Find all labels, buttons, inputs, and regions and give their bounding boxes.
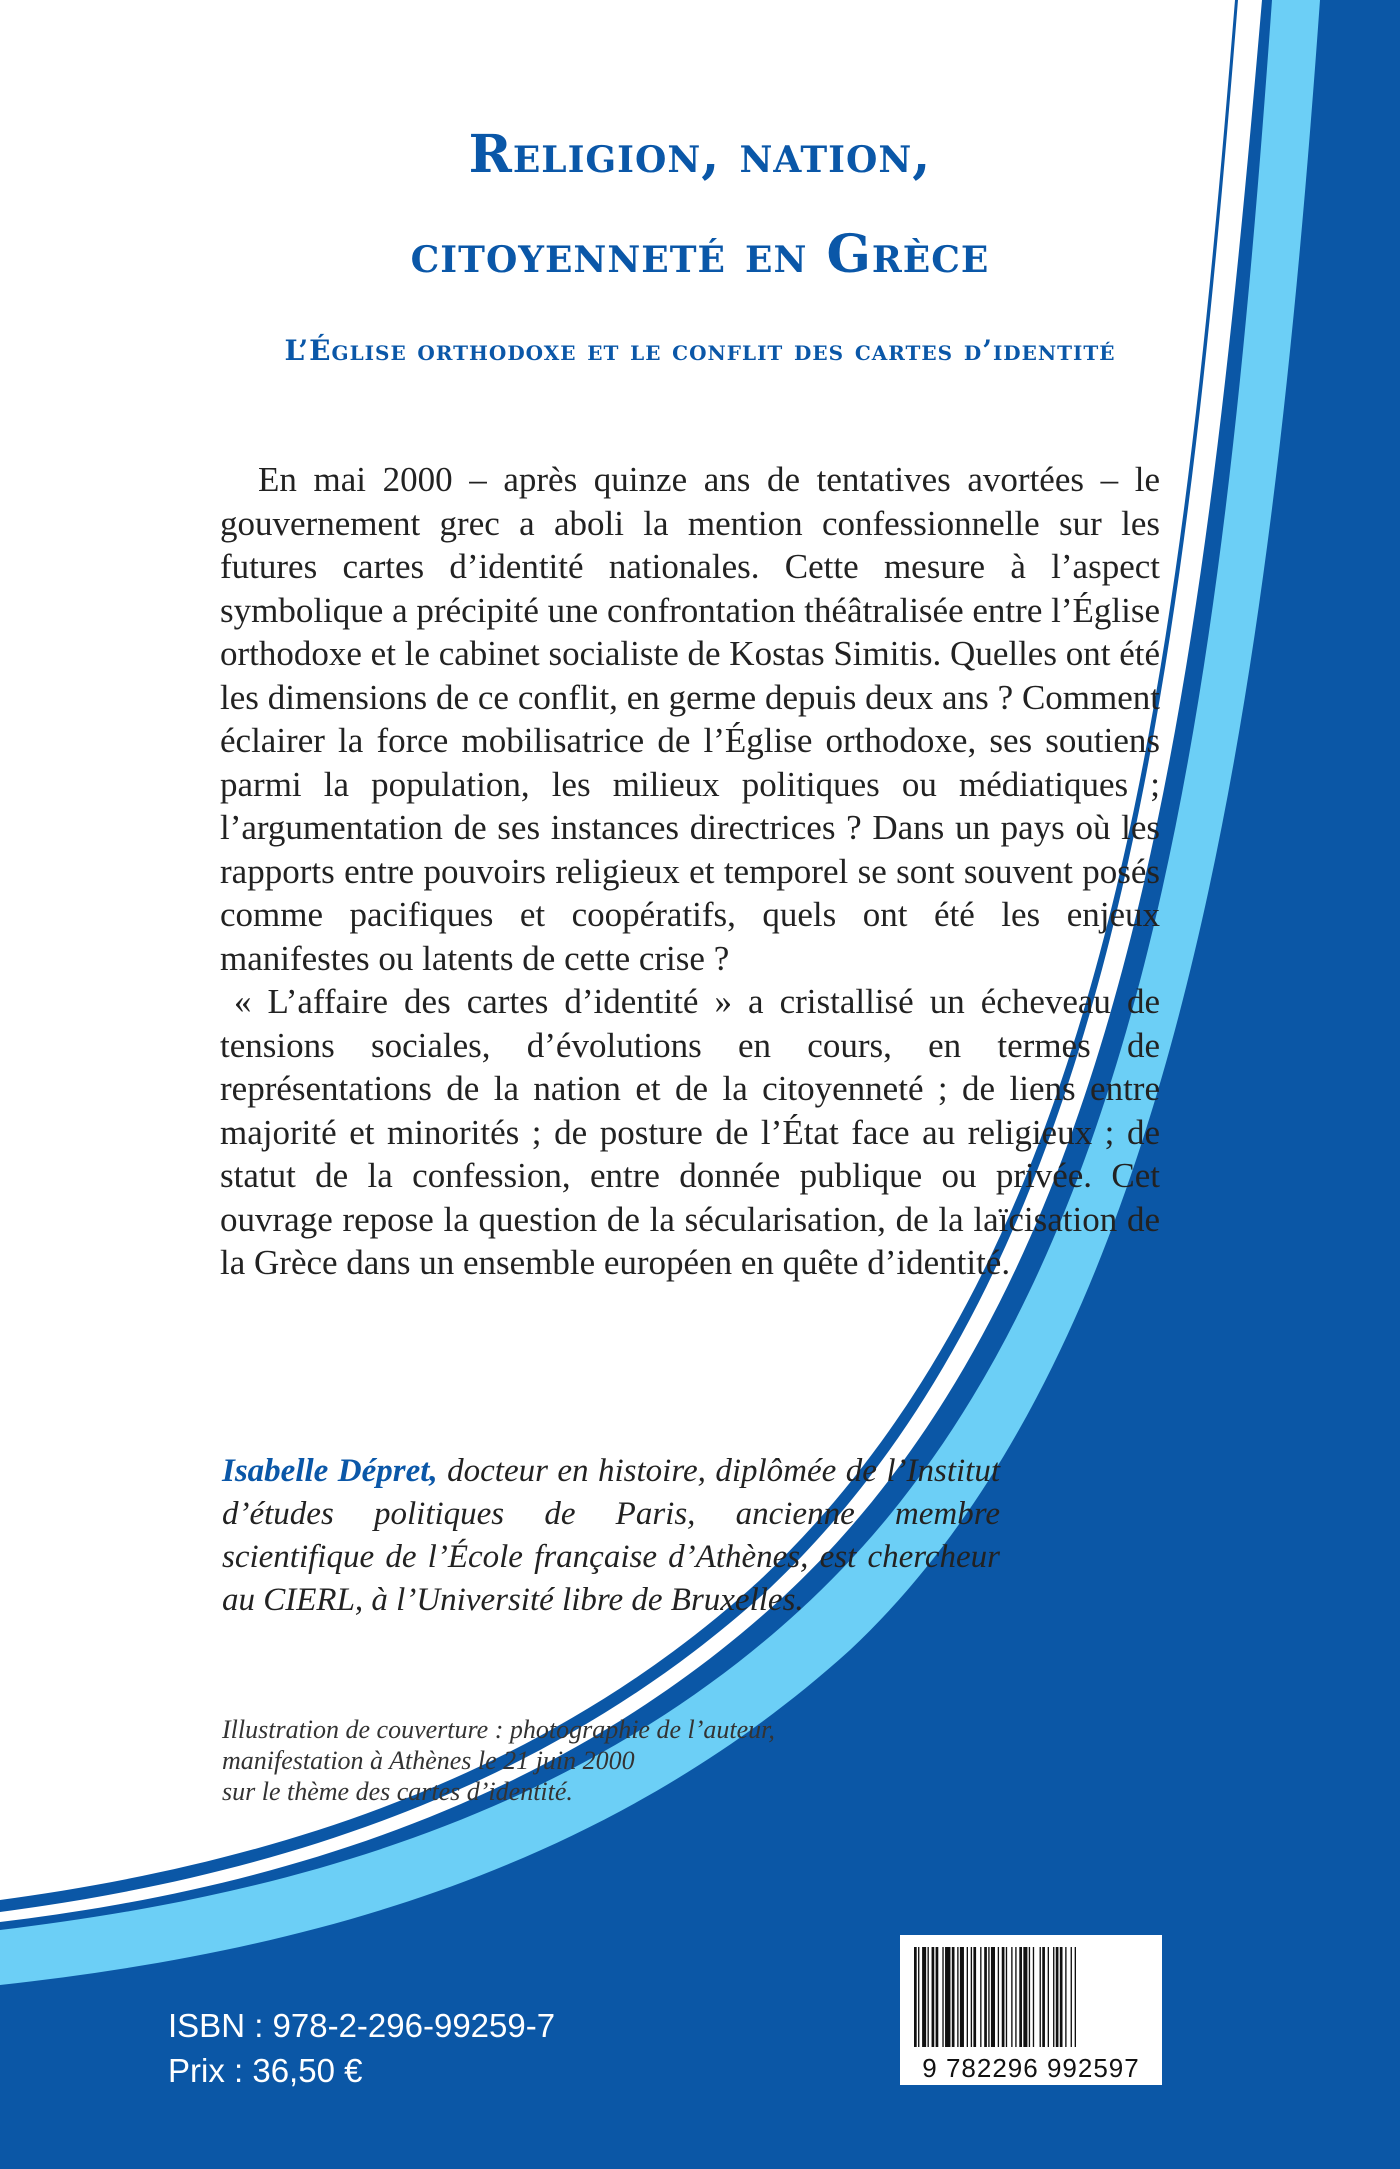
barcode-bar <box>1029 1947 1030 2047</box>
barcode-bar <box>967 1947 968 2047</box>
barcode-bar <box>973 1947 976 2047</box>
barcode-bar <box>1011 1947 1012 2047</box>
barcode-bar <box>1015 1947 1016 2047</box>
price-label: Prix : 36,50 € <box>168 2052 363 2089</box>
book-title-line-1: Religion, nation, <box>468 124 932 185</box>
blurb-paragraph-2: « L’affaire des cartes d’identité » a cristallisé un écheveau de tensions sociales, d’évolutions en cours, en termes de représentations de la nation et de la citoyenneté ; de liens entre majorité et minorités ; de posture de l’État face au religieux ; de statut de la confession, entre donnée publique ou privée. Cet ouvrage repose la question de la sécularisation, de la laïcisation de la Grèce dans un ensemble européen en quête d’identité. <box>220 982 1160 1282</box>
barcode-bar <box>1065 1947 1066 2047</box>
barcode-bar <box>932 1947 935 2047</box>
barcode-bar <box>1053 1947 1054 2047</box>
blurb-paragraph-1: En mai 2000 – après quinze ans de tentatives avortées – le gouvernement grec a aboli la mention confessionnelle sur les futures cartes d’identité nationales. Cette mesure à l’aspect symbolique a précipité une confrontation théâtralisée entre l’Église orthodoxe et le cabinet socialiste de Kostas Simitis. Quelles ont été les dimensions de ce conflit, en germe depuis deux ans ? Comment éclairer la force mobilisatrice de l’Église orthodoxe, ses soutiens parmi la population, les milieux politiques ou médiatiques ; l’argumentation de ses instances directrices ? Dans un pays où les rapports entre pouvoirs religieux et temporel se sont souvent posés comme pacifiques et coopératifs, quels ont été les enjeux manifestes ou latents de cette crise ? <box>220 460 1160 978</box>
credits-line-3: sur le thème des cartes d’identité. <box>222 1777 573 1806</box>
barcode-bar <box>1056 1947 1059 2047</box>
barcode-bars <box>910 1947 1152 2055</box>
book-subtitle: L’Église orthodoxe et le conflit des cartes d’identité <box>284 334 1116 367</box>
barcode-bar <box>922 1947 926 2047</box>
barcode-bar <box>1019 1947 1022 2047</box>
barcode-bar <box>952 1947 955 2047</box>
barcode-bar <box>998 1947 999 2047</box>
blurb <box>220 458 1160 1285</box>
barcode-bar <box>1040 1947 1041 2047</box>
barcode-bar <box>971 1947 972 2047</box>
author-name: Isabelle Dépret, <box>222 1453 438 1489</box>
cover-credits <box>222 1714 862 1807</box>
barcode-digits: 9 782296 992597 <box>922 2053 1140 2083</box>
barcode <box>900 1935 1162 2085</box>
credits-line-2: manifestation à Athènes le 21 juin 2000 <box>222 1746 635 1775</box>
barcode-bar <box>957 1947 958 2047</box>
barcode-bar <box>936 1947 939 2047</box>
barcode-bar <box>960 1947 964 2047</box>
barcode-bar <box>928 1947 929 2047</box>
barcode-bar <box>1002 1947 1005 2047</box>
isbn-label: ISBN : 978-2-296-99259-7 <box>168 2007 556 2044</box>
barcode-bar <box>1042 1947 1045 2047</box>
author-bio <box>222 1450 1000 1622</box>
barcode-bar <box>988 1947 989 2047</box>
barcode-bar <box>1060 1947 1063 2047</box>
book-title-line-2: citoyenneté en Grèce <box>410 224 990 285</box>
barcode-bar <box>1006 1947 1007 2047</box>
barcode-bar <box>1048 1947 1049 2047</box>
barcode-bar <box>1075 1947 1076 2047</box>
barcode-bar <box>1023 1947 1027 2047</box>
barcode-bar <box>991 1947 995 2047</box>
barcode-bar <box>942 1947 943 2047</box>
barcode-bar <box>1033 1947 1034 2047</box>
barcode-bar <box>918 1947 919 2047</box>
barcode-bar <box>980 1947 981 2047</box>
barcode-bar <box>914 1947 917 2047</box>
credits-line-1: Illustration de couverture : photographie de l’auteur, <box>222 1715 775 1744</box>
author-description: docteur en histoire, diplômée de l’Institut d’études politiques de Paris, ancienne membre scientifique de l’École française d’Athènes, est chercheur au CIERL, à l’Université libre de Bruxelles. <box>222 1453 1001 1618</box>
barcode-bar <box>945 1947 950 2047</box>
barcode-bar <box>984 1947 987 2047</box>
barcode-bar <box>1071 1947 1072 2047</box>
